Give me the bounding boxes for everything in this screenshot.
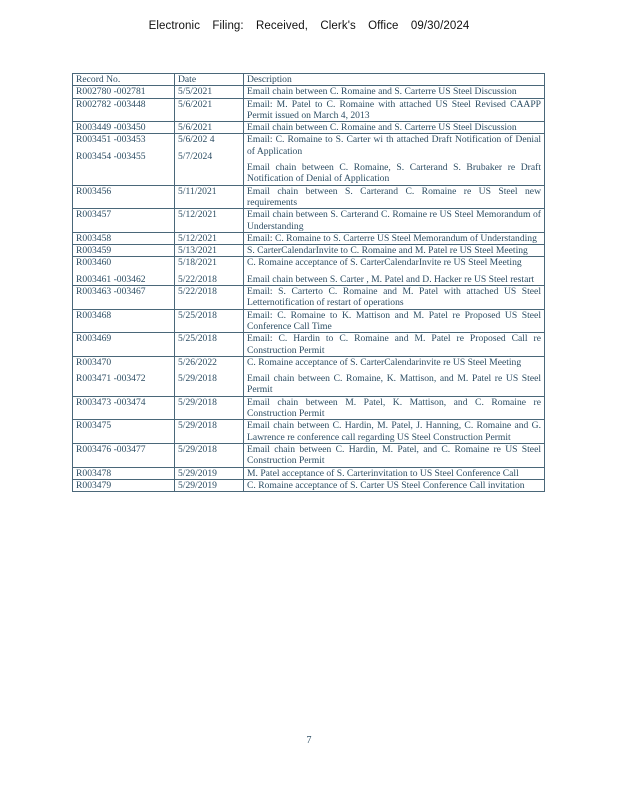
column-header-record: Record No. — [73, 74, 175, 86]
column-header-description: Description — [244, 74, 545, 86]
date-cell — [175, 209, 244, 233]
table-row — [73, 333, 545, 357]
date-cell — [175, 257, 244, 286]
description-cell — [244, 245, 545, 257]
description-text: Email chain between C. Hardin, M. Patel, and C. Romaine re US Steel Construction Permit — [247, 443, 541, 467]
record-text: R003461 -003462 — [76, 273, 146, 285]
description-text: C. Romaine acceptance of S. Carter US Steel Conference Call invitation — [247, 479, 525, 491]
date-cell — [175, 467, 244, 479]
record-cell — [73, 286, 175, 310]
table-header-row — [73, 74, 545, 86]
record-cell — [73, 309, 175, 333]
description-text: Email chain between C. Romaine, S. Carterand S. Brubaker re Draft Notification of Denial of Application — [247, 162, 541, 185]
date-text: 5/6/2021 — [178, 98, 213, 110]
record-cell — [73, 443, 175, 467]
record-cell — [73, 245, 175, 257]
record-cell — [73, 185, 175, 209]
date-cell — [175, 86, 244, 98]
description-cell — [244, 333, 545, 357]
description-cell — [244, 286, 545, 310]
record-text: R003468 — [76, 309, 112, 321]
description-text: Email chain between S. Carter , M. Patel and D. Hacker re US Steel restart — [247, 273, 535, 285]
date-text: 5/12/2021 — [178, 232, 217, 244]
record-text: R002780 -002781 — [76, 86, 146, 98]
record-cell — [73, 232, 175, 244]
description-text: Email chain between S. Carterand C. Romaine re US Steel new requirements — [247, 185, 541, 208]
table-row — [73, 396, 545, 420]
date-text: 5/12/2021 — [178, 209, 217, 221]
table-row — [73, 98, 545, 122]
record-text: R003475 — [76, 420, 112, 432]
record-text: R003463 -003467 — [76, 286, 146, 298]
record-text: R003459 — [76, 245, 112, 257]
page-number: 7 — [306, 735, 312, 746]
date-cell — [175, 396, 244, 420]
description-text: C. Romaine acceptance of S. CarterCalendarinvite re US Steel Meeting — [247, 356, 522, 368]
record-cell — [73, 122, 175, 134]
date-cell — [175, 122, 244, 134]
record-cell — [73, 467, 175, 479]
table-row — [73, 286, 545, 310]
record-cell — [73, 479, 175, 491]
description-cell — [244, 479, 545, 491]
date-cell — [175, 134, 244, 185]
description-cell — [244, 420, 545, 444]
date-cell — [175, 232, 244, 244]
date-text: 5/29/2019 — [178, 467, 217, 479]
record-table — [72, 73, 545, 492]
description-text: Email chain between S. Carterand C. Romaine re US Steel Memorandum of Understanding — [247, 209, 541, 232]
description-text: Email: M. Patel to C. Romaine with attached US Steel Revised CAAPP Permit issued on March 4, 2013 — [247, 98, 541, 121]
table-row — [73, 86, 545, 98]
record-text: R003473 -003474 — [76, 396, 146, 408]
date-text: 5/6/202 4 — [178, 134, 215, 146]
record-text: R003456 — [76, 185, 112, 197]
record-text: R002782 -003448 — [76, 98, 146, 110]
record-cell — [73, 134, 175, 185]
description-text: Email chain between C. Romaine, K. Mattison, and M. Patel re US Steel Permit — [247, 373, 541, 396]
record-cell — [73, 257, 175, 286]
record-text: R003460 — [76, 257, 112, 269]
table-row — [73, 245, 545, 257]
filing-header: Electronic Filing: Received, Clerk's Office 09/30/2024 — [148, 20, 470, 32]
date-text: 5/22/2018 — [178, 273, 217, 285]
table-row — [73, 209, 545, 233]
description-text: Email chain between M. Patel, K. Mattison, and C. Romaine re Construction Permit — [247, 396, 541, 420]
record-text: R003451 -003453 — [76, 134, 146, 146]
date-text: 5/6/2021 — [178, 122, 213, 134]
record-text: R003478 — [76, 467, 112, 479]
date-text: 5/29/2019 — [178, 479, 217, 491]
date-cell — [175, 356, 244, 396]
date-text: 5/29/2018 — [178, 420, 217, 432]
description-text: C. Romaine acceptance of S. CarterCalendarInvite re US Steel Meeting — [247, 257, 522, 269]
date-text: 5/29/2018 — [178, 396, 217, 408]
record-cell — [73, 333, 175, 357]
table-row — [73, 356, 545, 396]
record-cell — [73, 356, 175, 396]
date-cell — [175, 479, 244, 491]
record-text: R003454 -003455 — [76, 150, 146, 162]
record-text: R003469 — [76, 333, 112, 345]
date-text: 5/29/2018 — [178, 443, 217, 455]
table-row — [73, 479, 545, 491]
date-cell — [175, 333, 244, 357]
table-row — [73, 309, 545, 333]
date-text: 5/26/2022 — [178, 356, 217, 368]
description-text: Email chain between C. Romaine and S. Carterre US Steel Discussion — [247, 122, 517, 134]
record-cell — [73, 86, 175, 98]
date-cell — [175, 245, 244, 257]
record-text: R003471 -003472 — [76, 373, 146, 385]
date-text: 5/18/2021 — [178, 257, 217, 269]
column-header-date: Date — [175, 74, 244, 86]
description-text: Email chain between C. Romaine and S. Carterre US Steel Discussion — [247, 86, 517, 98]
date-text: 5/7/2024 — [178, 150, 213, 162]
table-row — [73, 122, 545, 134]
record-text: R003457 — [76, 209, 112, 221]
table-row — [73, 443, 545, 467]
description-cell — [244, 86, 545, 98]
record-cell — [73, 396, 175, 420]
description-text: Email chain between C. Hardin, M. Patel, J. Hanning, C. Romaine and G. Lawrence re conference call regarding US Steel Construction Permit — [247, 420, 541, 443]
record-text: R003458 — [76, 232, 112, 244]
record-cell — [73, 420, 175, 444]
record-cell — [73, 209, 175, 233]
date-text: 5/11/2021 — [178, 185, 217, 197]
date-text: 5/5/2021 — [178, 86, 213, 98]
description-cell — [244, 98, 545, 122]
date-cell — [175, 185, 244, 209]
date-cell — [175, 309, 244, 333]
table-row — [73, 420, 545, 444]
table-row — [73, 134, 545, 185]
description-text: Email: C. Romaine to S. Carter wi th attached Draft Notification of Denial of Application — [247, 134, 541, 157]
record-text: R003479 — [76, 479, 112, 491]
description-cell — [244, 185, 545, 209]
description-text: Email: C. Hardin to C. Romaine and M. Patel re Proposed Call re Construction Permit — [247, 333, 541, 356]
date-text: 5/13/2021 — [178, 245, 217, 257]
description-text: Email: C. Romaine to K. Mattison and M. Patel re Proposed US Steel Conference Call Time — [247, 309, 541, 332]
description-cell — [244, 122, 545, 134]
record-text: R003449 -003450 — [76, 122, 146, 134]
table-row — [73, 185, 545, 209]
description-cell — [244, 356, 545, 396]
description-text: Email: S. Carterto C. Romaine and M. Patel with attached US Steel Letternotification of restart of operations — [247, 286, 541, 309]
description-cell — [244, 134, 545, 185]
table-row — [73, 232, 545, 244]
record-text: R003476 -003477 — [76, 443, 146, 455]
description-text: Email: C. Romaine to S. Carterre US Steel Memorandum of Understanding — [247, 232, 537, 244]
date-text: 5/22/2018 — [178, 286, 217, 298]
record-text: R003470 — [76, 356, 112, 368]
description-cell — [244, 257, 545, 286]
date-cell — [175, 98, 244, 122]
table-row — [73, 257, 545, 286]
date-text: 5/25/2018 — [178, 309, 217, 321]
description-cell — [244, 443, 545, 467]
date-text: 5/25/2018 — [178, 333, 217, 345]
description-cell — [244, 209, 545, 233]
description-cell — [244, 467, 545, 479]
date-cell — [175, 286, 244, 310]
description-text: S. CarterCalendarInvite to C. Romaine and M. Patel re US Steel Meeting — [247, 245, 528, 257]
date-cell — [175, 420, 244, 444]
date-text: 5/29/2018 — [178, 373, 217, 385]
description-cell — [244, 232, 545, 244]
description-cell — [244, 396, 545, 420]
record-cell — [73, 98, 175, 122]
description-text: M. Patel acceptance of S. Carterinvitation to US Steel Conference Call — [247, 467, 519, 479]
description-cell — [244, 309, 545, 333]
table-row — [73, 467, 545, 479]
date-cell — [175, 443, 244, 467]
